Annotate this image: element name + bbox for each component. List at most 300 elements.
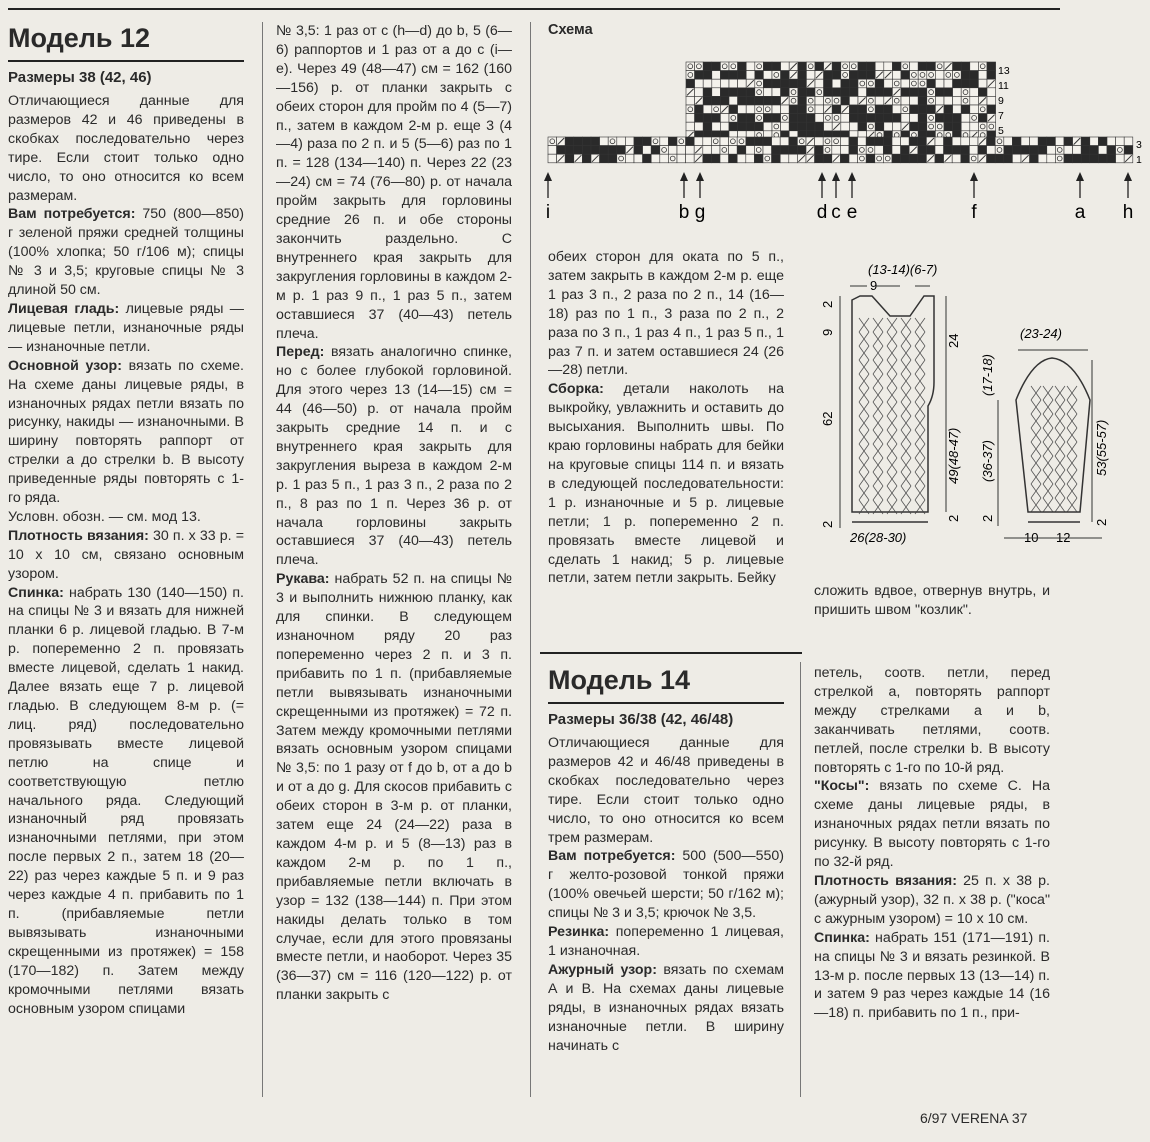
cable-stroke xyxy=(1055,428,1065,442)
paragraph xyxy=(8,508,244,527)
back-dim-1: 2 xyxy=(820,300,835,308)
scheme-cell xyxy=(686,122,695,131)
scheme-cell xyxy=(823,137,832,146)
model12-column-1 xyxy=(8,20,244,1018)
scheme-cell xyxy=(1064,146,1073,155)
scheme-cell xyxy=(841,88,850,97)
paragraph xyxy=(8,205,244,300)
scheme-cell xyxy=(712,114,721,123)
scheme-cell xyxy=(927,88,936,97)
scheme-row-number: 11 xyxy=(998,80,1009,92)
scheme-cell xyxy=(582,137,591,146)
scheme-cell xyxy=(961,146,970,155)
scheme-cell xyxy=(660,146,669,155)
model14-column-1 xyxy=(548,662,784,1055)
paragraph-text: № 3,5: 1 раз от с (h—d) до b, 5 (6—6) раппортов и 1 раз от а до с (i—e). Через 49 (48—47) см = 162 (160—156) р. от планки закрыть с обеих сторон для пройм по 4 (5—7) п., затем в каждом 2-м р. еще 3 (4—4) раза по 2 п. и 5 (5—6) раз по 1 п. = 128 (134—140) п. Через 22 (23—24) см = 74 (76—80) р. от начала пройм закрыть для горловины средние 26 п. и обе стороны закончить раздельно. С внутреннего края закрыть для закругления горловины в каждом 2-м р. 1 раз 9 п., 1 раз 5 п., затем оставшиеся 37 (40—43) петель плеча. xyxy=(276,23,512,342)
scheme-cell xyxy=(686,114,695,123)
scheme-cell xyxy=(686,154,695,163)
cable-stroke xyxy=(873,332,883,346)
cable-stroke xyxy=(859,472,869,486)
cable-stroke xyxy=(887,402,897,416)
cable-stroke xyxy=(873,374,883,388)
cable-stroke xyxy=(859,346,869,360)
scheme-cell xyxy=(1004,154,1013,163)
cable-stroke xyxy=(859,374,869,388)
cable-stroke xyxy=(1055,400,1065,414)
scheme-cell xyxy=(815,154,824,163)
scheme-cell xyxy=(763,62,772,71)
scheme-cell xyxy=(849,154,858,163)
scheme-cell xyxy=(703,137,712,146)
scheme-cell xyxy=(978,146,987,155)
cable-stroke xyxy=(915,486,925,500)
scheme-cell xyxy=(798,71,807,80)
scheme-cell xyxy=(772,137,781,146)
scheme-arrow-head xyxy=(832,172,840,181)
scheme-cell xyxy=(883,137,892,146)
cable-stroke xyxy=(873,444,883,458)
scheme-cell xyxy=(695,88,704,97)
scheme-cell xyxy=(849,122,858,131)
scheme-cell xyxy=(703,62,712,71)
cable-stroke xyxy=(1043,400,1053,414)
scheme-cell xyxy=(987,122,996,131)
scheme-cell xyxy=(712,122,721,131)
scheme-cell xyxy=(617,146,626,155)
scheme-arrow-label: g xyxy=(694,202,706,223)
cable-stroke xyxy=(1043,442,1053,456)
scheme-cell xyxy=(875,146,884,155)
scheme-cell xyxy=(978,88,987,97)
scheme-cell xyxy=(978,79,987,88)
back-pattern-diagram xyxy=(812,256,972,556)
paragraph-heading: "Косы": xyxy=(814,778,870,795)
scheme-cell xyxy=(944,105,953,114)
cable-stroke xyxy=(887,360,897,374)
sleeve-pattern-diagram xyxy=(980,316,1130,556)
scheme-cell xyxy=(1047,137,1056,146)
scheme-cell xyxy=(1055,137,1064,146)
scheme-cell xyxy=(668,154,677,163)
scheme-arrow-head xyxy=(680,172,688,181)
scheme-cell xyxy=(970,62,979,71)
paragraph-text: вязать по схеме. На схеме даны лицевые ряды, в изнаночных рядах петли вязать по рисунку, накиды — изнаночными. В ширину повторять раппорт от стрелки а до стрелки b. В высоту приведенные ряды повторять с 1-го ряда. xyxy=(8,357,245,507)
scheme-cell xyxy=(867,88,876,97)
back-dim-5: 49(48-47) xyxy=(946,427,961,484)
scheme-cell xyxy=(1030,154,1039,163)
scheme-cell xyxy=(806,122,815,131)
scheme-cell xyxy=(858,71,867,80)
scheme-cell xyxy=(686,96,695,105)
paragraph xyxy=(276,570,512,1005)
scheme-cell xyxy=(927,71,936,80)
paragraph xyxy=(814,664,1050,777)
scheme-cell xyxy=(712,79,721,88)
scheme-cell xyxy=(987,96,996,105)
scheme-cell xyxy=(867,114,876,123)
scheme-cell xyxy=(711,137,720,146)
cable-stroke xyxy=(1031,498,1041,512)
scheme-cell xyxy=(746,105,755,114)
scheme-cell xyxy=(961,71,970,80)
scheme-cell xyxy=(643,146,652,155)
cable-stroke xyxy=(1031,414,1041,428)
scheme-cell xyxy=(858,122,867,131)
scheme-cell xyxy=(849,62,858,71)
scheme-arrow-label: c xyxy=(831,202,841,223)
scheme-cell xyxy=(789,79,798,88)
page-footer: 6/97 VERENA 37 xyxy=(920,1110,1028,1126)
back-bottom-label: 26(28-30) xyxy=(850,530,907,545)
scheme-cell xyxy=(806,114,815,123)
sleeve-dim-3: 53(55-57) xyxy=(1094,419,1109,476)
scheme-cell xyxy=(806,62,815,71)
paragraph xyxy=(814,872,1050,929)
scheme-cell xyxy=(694,137,703,146)
scheme-cell xyxy=(935,71,944,80)
cable-stroke xyxy=(1067,400,1077,414)
scheme-cell xyxy=(729,122,738,131)
cable-stroke xyxy=(901,486,911,500)
scheme-cell xyxy=(755,71,764,80)
scheme-cell xyxy=(1004,146,1013,155)
scheme-cell xyxy=(815,114,824,123)
scheme-cell xyxy=(582,154,591,163)
scheme-cell xyxy=(866,146,875,155)
scheme-cell xyxy=(729,71,738,80)
scheme-cell xyxy=(918,96,927,105)
scheme-cell xyxy=(901,88,910,97)
scheme-cell xyxy=(798,88,807,97)
scheme-cell xyxy=(918,146,927,155)
scheme-cell xyxy=(849,105,858,114)
paragraph-heading: Плотность вязания: xyxy=(814,872,957,889)
scheme-cell xyxy=(781,88,790,97)
scheme-cell xyxy=(625,137,634,146)
cable-stroke xyxy=(1067,498,1077,512)
cable-stroke xyxy=(859,388,869,402)
model12-column-2 xyxy=(276,22,512,1005)
scheme-cell xyxy=(720,79,729,88)
scheme-cell xyxy=(926,146,935,155)
scheme-cell xyxy=(738,79,747,88)
scheme-cell xyxy=(763,88,772,97)
column-divider xyxy=(262,22,263,1097)
scheme-cell xyxy=(841,71,850,80)
scheme-cell xyxy=(969,137,978,146)
scheme-cell xyxy=(849,96,858,105)
paragraph xyxy=(548,961,784,1056)
cable-stroke xyxy=(1031,386,1041,400)
scheme-cell xyxy=(729,88,738,97)
scheme-cell xyxy=(651,137,660,146)
cable-stroke xyxy=(1055,386,1065,400)
scheme-grid-lower xyxy=(548,137,1133,163)
scheme-cell xyxy=(1124,137,1133,146)
scheme-cell xyxy=(772,88,781,97)
cable-stroke xyxy=(859,430,869,444)
cable-stroke xyxy=(901,444,911,458)
scheme-cell xyxy=(806,71,815,80)
scheme-cell xyxy=(970,114,979,123)
scheme-cell xyxy=(910,96,919,105)
scheme-cell xyxy=(961,137,970,146)
scheme-cell xyxy=(720,122,729,131)
scheme-cell xyxy=(806,88,815,97)
scheme-cell xyxy=(600,154,609,163)
scheme-cell xyxy=(789,146,798,155)
scheme-cell xyxy=(840,137,849,146)
scheme-cell xyxy=(867,62,876,71)
scheme-cell xyxy=(961,79,970,88)
paragraph xyxy=(548,734,784,847)
model14-column-2 xyxy=(814,664,1050,1023)
scheme-cell xyxy=(927,122,936,131)
scheme-cell xyxy=(969,154,978,163)
scheme-cell xyxy=(867,79,876,88)
scheme-cell xyxy=(858,105,867,114)
scheme-cell xyxy=(746,114,755,123)
scheme-arrow-head xyxy=(696,172,704,181)
scheme-arrow-label: b xyxy=(678,202,690,223)
scheme-arrow-label: d xyxy=(816,202,828,223)
scheme-cell xyxy=(1098,146,1107,155)
scheme-cell xyxy=(961,105,970,114)
scheme-cell xyxy=(695,122,704,131)
scheme-cell xyxy=(686,146,695,155)
scheme-cell xyxy=(892,122,901,131)
scheme-cell xyxy=(789,88,798,97)
cable-stroke xyxy=(1043,470,1053,484)
scheme-cell xyxy=(789,137,798,146)
cable-stroke xyxy=(859,416,869,430)
scheme-cell xyxy=(772,114,781,123)
scheme-cell xyxy=(883,146,892,155)
scheme-cell xyxy=(695,79,704,88)
cable-stroke xyxy=(887,374,897,388)
scheme-cell xyxy=(987,88,996,97)
scheme-cell xyxy=(918,79,927,88)
scheme-cell xyxy=(548,146,557,155)
scheme-cell xyxy=(720,137,729,146)
scheme-cell xyxy=(763,114,772,123)
scheme-cell xyxy=(892,105,901,114)
scheme-cell xyxy=(953,71,962,80)
scheme-cell xyxy=(841,62,850,71)
scheme-cell xyxy=(832,62,841,71)
scheme-cell xyxy=(746,122,755,131)
scheme-cell xyxy=(738,122,747,131)
cable-stroke xyxy=(887,318,897,332)
scheme-cell xyxy=(909,154,918,163)
scheme-row-number: 5 xyxy=(998,125,1004,137)
model14-sizes: Размеры 36/38 (42, 46/48) xyxy=(548,711,734,728)
cable-stroke xyxy=(915,444,925,458)
scheme-cell xyxy=(832,79,841,88)
scheme-cell xyxy=(729,96,738,105)
scheme-cell xyxy=(608,146,617,155)
scheme-cell xyxy=(875,154,884,163)
scheme-cell xyxy=(918,154,927,163)
scheme-cell xyxy=(763,71,772,80)
paragraph-text: 30 п. х 33 р. = 10 х 10 см, связано основным узором. xyxy=(8,527,244,582)
back-dim-7: 2 xyxy=(946,514,961,522)
scheme-cell xyxy=(1047,154,1056,163)
cable-stroke xyxy=(887,332,897,346)
scheme-cell xyxy=(677,137,686,146)
scheme-cell xyxy=(910,114,919,123)
top-rule xyxy=(8,8,1060,10)
cable-stroke xyxy=(887,472,897,486)
cable-stroke xyxy=(915,458,925,472)
scheme-cell xyxy=(849,114,858,123)
scheme-cell xyxy=(686,62,695,71)
scheme-cell xyxy=(703,146,712,155)
scheme-cell xyxy=(858,79,867,88)
column-divider xyxy=(800,662,801,1097)
cable-stroke xyxy=(873,346,883,360)
paragraph-text: вязать по схемам А и В. На схемах даны лицевые ряды, в изнаночных рядах вязать изнаночные петли. В ширину начинать с xyxy=(548,961,784,1054)
scheme-cell xyxy=(978,105,987,114)
scheme-row-number: 13 xyxy=(998,65,1010,77)
scheme-cell xyxy=(867,71,876,80)
cable-stroke xyxy=(873,430,883,444)
scheme-cell xyxy=(729,79,738,88)
scheme-cell xyxy=(961,122,970,131)
scheme-cell xyxy=(703,96,712,105)
scheme-cell xyxy=(824,79,833,88)
cable-stroke xyxy=(1043,386,1053,400)
scheme-cell xyxy=(780,146,789,155)
cable-stroke xyxy=(1055,414,1065,428)
cable-stroke xyxy=(873,486,883,500)
scheme-cell xyxy=(643,137,652,146)
cable-stroke xyxy=(1067,484,1077,498)
scheme-cell xyxy=(892,114,901,123)
paragraph-text: Отличающиеся данные для размеров 42 и 46/48 приведены в скобках последовательно через тире. Если стоит только одно число, то оно относится ко всем трем размерам. xyxy=(548,735,784,846)
scheme-cell xyxy=(858,88,867,97)
cable-stroke xyxy=(859,402,869,416)
scheme-cell xyxy=(772,71,781,80)
scheme-cell xyxy=(755,79,764,88)
scheme-cell xyxy=(686,105,695,114)
paragraph-heading: Основной узор: xyxy=(8,357,122,374)
scheme-cell xyxy=(892,154,901,163)
scheme-cell xyxy=(1098,137,1107,146)
scheme-cell xyxy=(935,146,944,155)
scheme-cell xyxy=(1064,154,1073,163)
scheme-cell xyxy=(548,137,557,146)
cable-stroke xyxy=(1067,386,1077,400)
cable-stroke xyxy=(901,346,911,360)
scheme-cell xyxy=(815,96,824,105)
scheme-cell xyxy=(789,96,798,105)
scheme-cell xyxy=(738,62,747,71)
scheme-cell xyxy=(780,154,789,163)
scheme-arrow-head xyxy=(544,172,552,181)
paragraph-text: набрать 130 (140—150) п. на спицы № 3 и вязать для нижней планки 6 р. лицевой гладью. В 7-м р. попеременно 2 п. провязать вместе лицевой, сделать 1 накид. Далее вязать еще 7 р. лицевой гладью. В следующем 8-м р. (= лиц. ряд) последовательно провязывать вместе лицевой петлю на спице и соответствующую петлю начального ряда. Следующий изнаночный ряд провязать изнаночными петлями, при этом после первых 2 п., затем 18 (20—22) раз через каждые 5 п. и 9 раз через каждые 4 п. прибавить по 1 п. (прибавляемые петли вывязывать изнаночными скрещенными из протяжек) = 158 (170—182) п. Затем между кромочными петлями вязать основным узором спицами xyxy=(8,584,244,1017)
scheme-cell xyxy=(591,137,600,146)
scheme-cell xyxy=(772,154,781,163)
scheme-cell xyxy=(1038,154,1047,163)
cable-stroke xyxy=(901,360,911,374)
scheme-cell xyxy=(849,79,858,88)
cable-stroke xyxy=(901,458,911,472)
scheme-cell xyxy=(901,154,910,163)
scheme-cell xyxy=(892,137,901,146)
cable-stroke xyxy=(901,332,911,346)
cable-stroke xyxy=(859,444,869,458)
cable-stroke xyxy=(915,346,925,360)
scheme-cell xyxy=(798,96,807,105)
scheme-cell xyxy=(798,105,807,114)
model12-col3-text xyxy=(548,248,784,588)
scheme-cell xyxy=(798,79,807,88)
scheme-cell xyxy=(858,114,867,123)
scheme-cell xyxy=(711,146,720,155)
model12-sizes: Размеры 38 (42, 46) xyxy=(8,69,152,86)
scheme-cell xyxy=(720,96,729,105)
scheme-cell xyxy=(738,96,747,105)
scheme-cell xyxy=(755,105,764,114)
scheme-cell xyxy=(832,137,841,146)
scheme-cell xyxy=(789,122,798,131)
cable-stroke xyxy=(887,430,897,444)
paragraph-text: набрать 52 п. на спицы № 3 и выполнить нижнюю планку, как для спинки. В следующем изнаночном ряду 20 раз попеременно через 2 п. и 3 п. прибавить по 1 п. (прибавляемые петли вывязывать изнаночными скрещенными из протяжек) = 72 п. Затем между кромочными петлями вязать основным узором спицами № 3,5: по 1 разу от f до b, от а до b и от а до g. Для скосов прибавить с обеих сторон в 3-м р. от планки, затем еще 24 (24—22) раза в каждом 4-м р. и 5 (8—13) раз в каждом 2-м р. по 1 п., прибавляемые петли включать в узор = 132 (138—144) п. При этом накиды делать только в том случае, если для этого провязаны вместе петли, и наоборот. Через 35 (36—37) см = 116 (120—122) р. от планки закрыть с xyxy=(276,571,512,1004)
paragraph xyxy=(8,527,244,584)
scheme-cell xyxy=(548,154,557,163)
scheme-cell xyxy=(875,79,884,88)
scheme-cell xyxy=(1055,146,1064,155)
scheme-cell xyxy=(987,137,996,146)
scheme-cell xyxy=(953,62,962,71)
sleeve-bottom-label-2: 12 xyxy=(1056,530,1071,545)
scheme-cell xyxy=(953,79,962,88)
scheme-cell xyxy=(755,122,764,131)
scheme-cell xyxy=(780,137,789,146)
scheme-cell xyxy=(738,71,747,80)
scheme-cell xyxy=(970,71,979,80)
paragraph xyxy=(276,343,512,570)
scheme-cell xyxy=(918,114,927,123)
scheme-cell xyxy=(901,62,910,71)
scheme-cell xyxy=(1021,137,1030,146)
scheme-cell xyxy=(772,62,781,71)
scheme-cell xyxy=(600,146,609,155)
scheme-cell xyxy=(720,71,729,80)
scheme-row-number: 3 xyxy=(1136,139,1142,151)
scheme-cell xyxy=(617,137,626,146)
scheme-cell xyxy=(677,146,686,155)
paragraph-text: лицевые ряды — лицевые петли, изнаночные ряды — изнаночные петли. xyxy=(8,300,244,355)
paragraph xyxy=(8,92,244,205)
scheme-cell xyxy=(1073,146,1082,155)
cable-stroke xyxy=(873,416,883,430)
paragraph xyxy=(548,248,784,380)
scheme-cell xyxy=(686,71,695,80)
scheme-cell xyxy=(883,154,892,163)
scheme-cell xyxy=(961,154,970,163)
scheme-cell xyxy=(866,137,875,146)
paragraph-heading: Спинка: xyxy=(814,929,870,946)
scheme-title: Схема xyxy=(548,22,593,38)
scheme-cell xyxy=(1012,146,1021,155)
scheme-cell xyxy=(841,122,850,131)
scheme-cell xyxy=(617,154,626,163)
scheme-cell xyxy=(720,62,729,71)
sleeve-bottom-label: 10 xyxy=(1024,530,1039,545)
scheme-arrow-head xyxy=(818,172,826,181)
